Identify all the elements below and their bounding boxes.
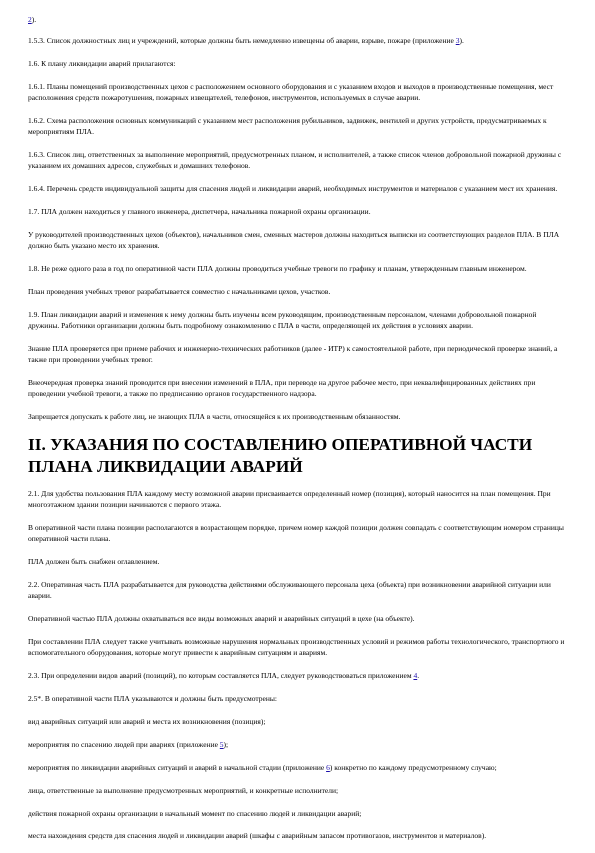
- list-item-rescue-measures: [28, 739, 568, 750]
- paragraph-2-5: 2.5*. В оперативной части ПЛА указываются и должны быть предусмотрены:: [28, 694, 278, 704]
- paragraph-2-3: [28, 670, 568, 681]
- paragraph-text: мероприятия по ликвидации аварийных ситуаций и аварий в начальной стадии (приложение: [28, 762, 327, 772]
- paragraph-tail: ).: [459, 36, 464, 46]
- paragraph-1-8: 1.8. Не реже одного раза в год по оперативной части ПЛА должны проводиться учебные тревоги по графику и планам, утвержденным главным инженером.: [28, 264, 527, 274]
- paragraph-text: 2.3. При определении видов аварий (позиций), по которым составляется ПЛА, следует руководствоваться приложением: [28, 671, 414, 681]
- list-item-liquidation-measures: [28, 762, 568, 773]
- appendix-link-5[interactable]: 5: [219, 739, 224, 749]
- list-item-fire-brigade: действия пожарной охраны организации в начальный момент по спасению людей и ликвидации аварий;: [28, 808, 362, 818]
- paragraph-1-6: 1.6. К плану ликвидации аварий прилагаются:: [28, 59, 176, 69]
- paragraph-1-9-extraordinary: Внеочередная проверка знаний проводится при внесении изменений в ПЛА, при переводе на другое рабочее место, при неквалифицированных действиях при проведении учебной тревоги, а также по предписанию органов государственного надзора.: [28, 378, 536, 399]
- list-item-equipment-locations: места нахождения средств для спасения людей и ликвидации аварий (шкафы с аварийным запасом противогазов, инструментов и материалов).: [28, 831, 487, 841]
- list-item-accident-types: вид аварийных ситуаций или аварий и места их возникновения (позиция);: [28, 717, 266, 727]
- paragraph-2-1: 2.1. Для удобства пользования ПЛА каждому месту возможной аварии присваивается определенный номер (позиция), который наносится на план помещения. При многоэтажном здании позиции начинаются с первого этажа.: [28, 489, 551, 510]
- paragraph-2-2-violations: При составлении ПЛА следует также учитывать возможные нарушения нормальных производственных условий и режимов работы технологического, транспортного и вспомогательного оборудования, которые могут привести к аварийным ситуациям и авариям.: [28, 637, 565, 658]
- paragraph-2-2: 2.2. Оперативная часть ПЛА разрабатывается для руководства действиями обслуживающего персонала цеха (объекта) при возникновении аварийной ситуации или аварии.: [28, 580, 551, 601]
- paragraph-1-9-prohibited: Запрещается допускать к работе лиц, не знающих ПЛА в части, относящейся к их производственным обязанностям.: [28, 412, 401, 422]
- paragraph-1-8-plan: План проведения учебных тревог разрабатывается совместно с начальниками цехов, участков.: [28, 287, 331, 297]
- paragraph-tail: .: [417, 671, 420, 681]
- paragraph-2-2-scope: Оперативной частью ПЛА должны охватываться все виды возможных аварий и аварийных ситуаций в цехе (на объекте).: [28, 614, 415, 624]
- paragraph-1-5-3: [28, 35, 568, 46]
- paragraph-tail: ) конкретно по каждому предусмотренному случаю;: [329, 762, 497, 772]
- appendix-link-2[interactable]: 2: [28, 15, 32, 24]
- paragraph-1-6-4: 1.6.4. Перечень средств индивидуальной защиты для спасения людей и ликвидации аварий, необходимых инструментов и материалов с указанием мест их хранения.: [28, 184, 558, 194]
- appendix-link-3[interactable]: 3: [455, 36, 460, 46]
- paragraph-text: мероприятия по спасению людей при авариях (приложение: [28, 739, 220, 749]
- paragraph-tail: );: [223, 739, 229, 749]
- paragraph-text: 1.5.3. Список должностных лиц и учреждений, которые должны быть немедленно извещены об аварии, взрыве, пожаре (приложение: [28, 36, 456, 46]
- appendix-link-4[interactable]: 4: [413, 671, 418, 681]
- paragraph-1-9: 1.9. План ликвидации аварий и изменения к нему должны быть изучены всем руководящим, производственным персоналом, членами добровольной пожарной дружины. Работники организации должны быть подробному ознакомлению с ПЛА в части, определяющей их действия в условиях аварии.: [28, 309, 537, 331]
- paragraph-tail: ).: [31, 15, 37, 24]
- list-item-responsible-persons: лица, ответственные за выполнение предусмотренных мероприятий, и конкретные исполнители;: [28, 785, 339, 795]
- paragraph-2-1-order: В оперативной части плана позиции располагаются в возрастающем порядке, причем номер каждой позиции должен совпадать с соответствующим номером страницы оперативной части плана.: [28, 523, 564, 544]
- paragraph-2-1-contents: ПЛА должен быть снабжен оглавлением.: [28, 557, 160, 567]
- document-page: [28, 14, 568, 853]
- paragraph-1-6-3: 1.6.3. Список лиц, ответственных за выполнение мероприятий, предусмотренных планом, и исполнителей, а также список членов добровольной пожарной дружины с указанием их домашних адресов, служебных и домашних телефонов.: [28, 150, 562, 171]
- paragraph-top: [28, 14, 568, 25]
- appendix-link-6[interactable]: 6: [326, 762, 330, 772]
- paragraph-1-7: 1.7. ПЛА должен находиться у главного инженера, диспетчера, начальника пожарной охраны организации.: [28, 207, 371, 217]
- paragraph-1-9-knowledge: Знание ПЛА проверяется при приеме рабочих и инженерно-технических работников (далее - ИТР) к самостоятельной работе, при периодической проверке знаний, а также при проведении учебных тревог.: [28, 344, 558, 365]
- paragraph-1-6-2: 1.6.2. Схема расположения основных коммуникаций с указанием мест расположения рубильников, задвижек, вентилей и других устройств, предусматриваемых к мероприятиям ПЛА.: [28, 116, 547, 137]
- paragraph-1-6-1: 1.6.1. Планы помещений производственных цехов с расположением основного оборудования и с указанием входов и выходов в производственные помещения, мест расположения средств пожаротушения, пожарных извещателей, телефонов, инструментов, используемых в случае аварии.: [28, 81, 554, 103]
- section-heading: II. УКАЗАНИЯ ПО СОСТАВЛЕНИЮ ОПЕРАТИВНОЙ ЧАСТИ ПЛАНА ЛИКВИДАЦИИ АВАРИЙ: [28, 435, 533, 477]
- paragraph-1-7-extracts: У руководителей производственных цехов (объектов), начальников смен, сменных мастеров должны находиться выписки из соответствующих разделов ПЛА. В ПЛА должно быть указано место их хранения.: [28, 230, 560, 251]
